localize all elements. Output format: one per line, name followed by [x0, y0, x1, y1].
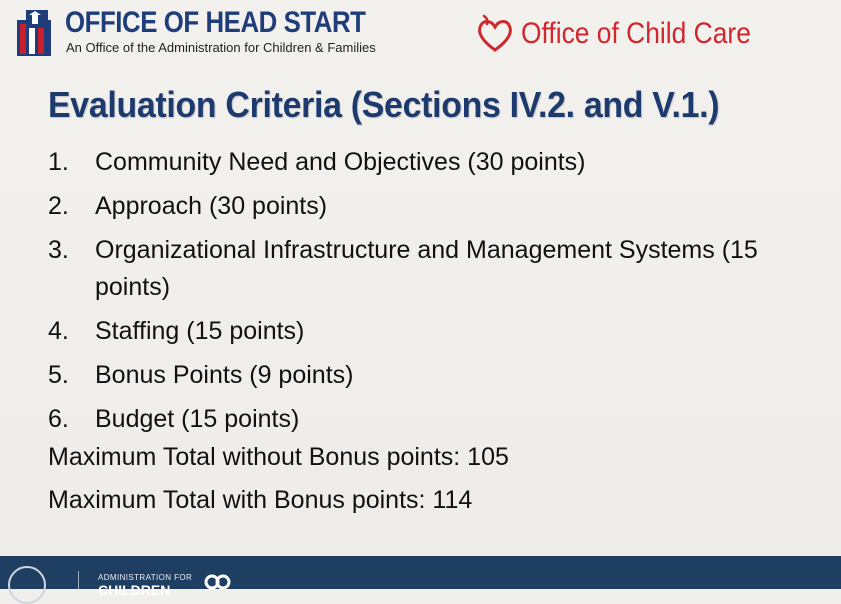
criteria-text: Staffing (15 points) [95, 317, 305, 345]
total-without-bonus: Maximum Total without Bonus points: 105 [48, 443, 509, 471]
criteria-list [48, 144, 808, 445]
footer-children: CHILDREN [98, 582, 171, 598]
criteria-item [48, 357, 808, 394]
criteria-item [48, 313, 808, 350]
criteria-number: 1. [48, 148, 69, 176]
criteria-number: 2. [48, 192, 69, 220]
head-start-subtitle: An Office of the Administration for Children & Families [66, 40, 376, 55]
acf-logo-icon [203, 574, 233, 594]
criteria-item [48, 401, 808, 438]
criteria-item [48, 188, 808, 225]
total-with-bonus: Maximum Total with Bonus points: 114 [48, 486, 473, 514]
criteria-number: 6. [48, 405, 69, 433]
child-care-heart-icon [475, 12, 515, 56]
slide-title: Evaluation Criteria (Sections IV.2. and V.1.) [48, 84, 720, 125]
criteria-text: Approach (30 points) [95, 192, 328, 220]
criteria-number: 5. [48, 361, 69, 389]
footer-administration-for: ADMINISTRATION FOR [98, 573, 193, 582]
criteria-text: Organizational Infrastructure and Management Systems (15 points) [95, 236, 758, 301]
child-care-title: Office of Child Care [521, 17, 751, 50]
footer-divider [78, 571, 79, 589]
criteria-item [48, 232, 808, 306]
head-start-logo-icon [14, 6, 54, 58]
criteria-item [48, 144, 808, 181]
criteria-text: Budget (15 points) [95, 405, 300, 433]
criteria-number: 4. [48, 317, 69, 345]
hhs-seal-icon [8, 566, 46, 604]
criteria-text: Bonus Points (9 points) [95, 361, 354, 389]
head-start-title: OFFICE OF HEAD START [65, 6, 366, 39]
criteria-text: Community Need and Objectives (30 points) [95, 148, 586, 176]
criteria-number: 3. [48, 236, 69, 264]
